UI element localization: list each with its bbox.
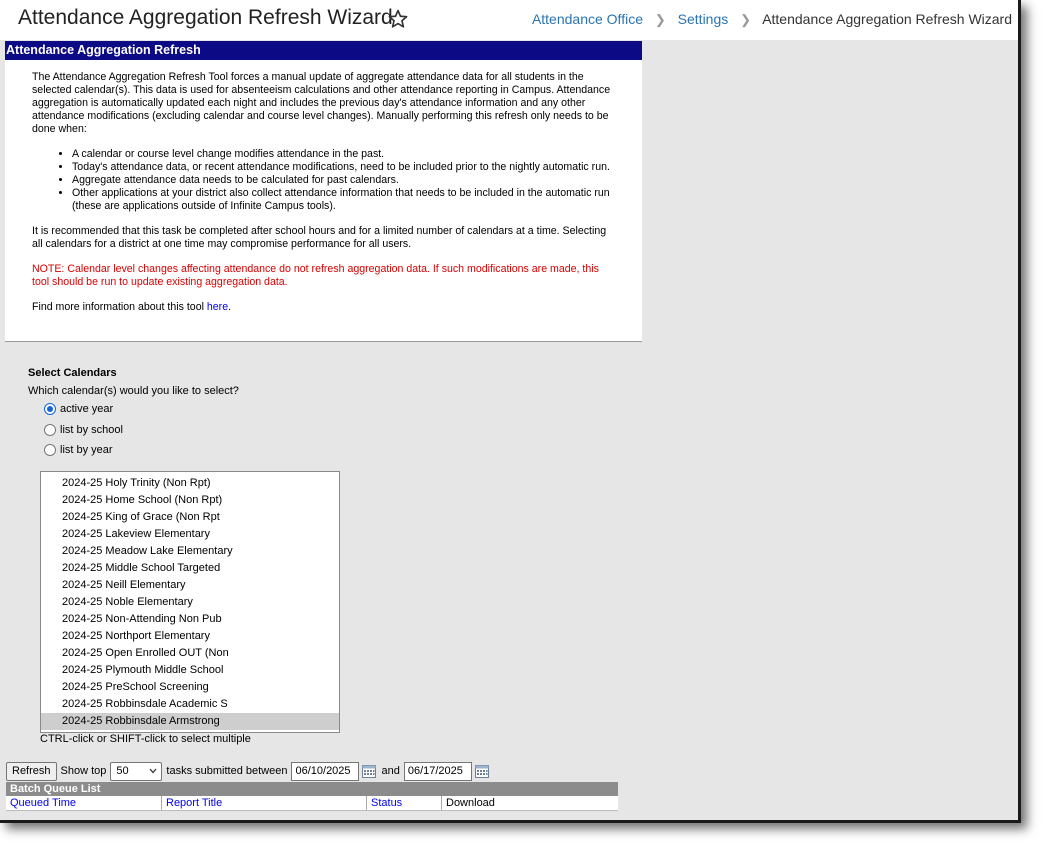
condition-item: • Aggregate attendance data needs to be calculated for past calendars. — [72, 174, 618, 187]
more-info-text: Find more information about this tool — [32, 301, 207, 313]
calendar-question: Which calendar(s) would you like to select? — [28, 385, 239, 397]
recommendation-text: It is recommended that this task be completed after school hours and for a limited number of calendars at a time. Selecting all calendars for a district at one time may compromise performance for all users. — [32, 225, 607, 250]
breadcrumb-attendance-office[interactable]: Attendance Office — [531, 11, 643, 27]
column-queued-time[interactable]: Queued Time — [6, 796, 162, 810]
calendar-option[interactable]: 2024-25 Home School (Non Rpt) — [62, 494, 223, 506]
radio-button-checked[interactable] — [44, 403, 56, 415]
end-date-input[interactable]: 06/17/2025 — [404, 762, 472, 781]
breadcrumb-settings[interactable]: Settings — [677, 11, 729, 27]
queue-header: Batch Queue List — [6, 782, 618, 796]
calendar-option[interactable]: 2024-25 King of Grace (Non Rpt — [62, 511, 220, 523]
radio-list-by-year[interactable] — [44, 444, 113, 456]
star-icon[interactable] — [387, 8, 409, 30]
refresh-button[interactable]: Refresh — [6, 762, 57, 781]
calendar-icon[interactable] — [474, 763, 490, 779]
chevron-right-icon: ❯ — [654, 12, 666, 27]
calendar-option[interactable]: 2024-25 Neill Elementary — [62, 579, 186, 591]
select-calendars-section — [28, 367, 239, 456]
show-top-label: Show top — [60, 765, 107, 777]
calendar-option[interactable]: 2024-25 Meadow Lake Elementary — [62, 545, 233, 557]
radio-label: list by school — [60, 424, 123, 436]
intro-text: The Attendance Aggregation Refresh Tool forces a manual update of aggregate attendance data for all students in the selected calendar(s). This data is used for absenteeism calculations and other attendance reporting in Campus. Attendance aggregation is automatically updated each night and includes the previous day's attendance information and any other attendance modifications (excluding calendar and course level changes). Manually performing this refresh only needs to be done when: — [32, 71, 611, 135]
queue-columns — [6, 796, 618, 811]
more-info-period: . — [228, 301, 232, 313]
info-panel — [5, 41, 642, 342]
panel-body — [5, 60, 642, 314]
conditions-list — [32, 148, 618, 213]
calendar-option[interactable]: 2024-25 Middle School Targeted — [62, 562, 221, 574]
radio-label: list by year — [60, 444, 113, 456]
note-text: NOTE: Calendar level changes affecting attendance do not refresh aggregation data. If such modifications are made, this tool should be run to update existing aggregation data. — [32, 263, 599, 288]
calendar-option[interactable]: 2024-25 Holy Trinity (Non Rpt) — [62, 477, 211, 489]
radio-active-year[interactable] — [44, 403, 113, 415]
section-title: Select Calendars — [28, 367, 117, 379]
show-top-value: 50 — [116, 764, 129, 777]
between-label: tasks submitted between — [166, 765, 288, 777]
breadcrumb-current: Attendance Aggregation Refresh Wizard — [762, 11, 1012, 27]
calendar-option[interactable]: 2024-25 Non-Attending Non Pub — [62, 613, 222, 625]
batch-queue-list — [6, 782, 618, 811]
calendar-option[interactable]: 2024-25 Robbinsdale Academic S — [62, 698, 228, 710]
calendar-icon[interactable] — [361, 763, 377, 779]
title-bar — [0, 0, 1018, 40]
here-link[interactable]: here — [206, 301, 229, 313]
column-download: Download — [446, 797, 495, 809]
multi-select-hint: CTRL-click or SHIFT-click to select multiple — [40, 733, 251, 745]
column-report-title[interactable]: Report Title — [162, 796, 367, 810]
calendar-option[interactable]: 2024-25 Open Enrolled OUT (Non — [62, 647, 229, 659]
and-label: and — [381, 765, 400, 777]
chevron-right-icon: ❯ — [740, 12, 752, 27]
chevron-down-icon — [149, 768, 157, 774]
radio-label: active year — [60, 403, 114, 415]
calendar-option[interactable]: 2024-25 Northport Elementary — [62, 630, 210, 642]
radio-list-by-school[interactable] — [44, 424, 123, 436]
page-title: Attendance Aggregation Refresh Wizard — [18, 6, 393, 29]
condition-item: • Today's attendance data, or recent attendance modifications, need to be included prior to the nightly automatic run. — [72, 161, 618, 174]
radio-button[interactable] — [44, 424, 56, 436]
batch-toolbar — [6, 761, 490, 781]
radio-button[interactable] — [44, 444, 56, 456]
condition-item: • Other applications at your district also collect attendance information that needs to be included in the automatic run (these are applications outside of Infinite Campus tools). — [72, 187, 618, 213]
show-top-select[interactable] — [110, 762, 162, 781]
calendar-listbox[interactable] — [40, 471, 340, 733]
calendar-option[interactable]: 2024-25 PreSchool Screening — [62, 681, 209, 693]
start-date-input[interactable]: 06/10/2025 — [291, 762, 359, 781]
condition-item: • A calendar or course level change modifies attendance in the past. — [72, 148, 618, 161]
panel-header: Attendance Aggregation Refresh — [5, 41, 642, 60]
calendar-option[interactable]: 2024-25 Plymouth Middle School — [62, 664, 224, 676]
more-info — [32, 301, 618, 314]
calendar-option[interactable]: 2024-25 Lakeview Elementary — [62, 528, 210, 540]
calendar-option[interactable]: 2024-25 Noble Elementary — [62, 596, 193, 608]
column-status[interactable]: Status — [367, 796, 442, 810]
breadcrumb — [532, 11, 1012, 28]
calendar-option-selected[interactable]: 2024-25 Robbinsdale Armstrong — [41, 713, 339, 730]
